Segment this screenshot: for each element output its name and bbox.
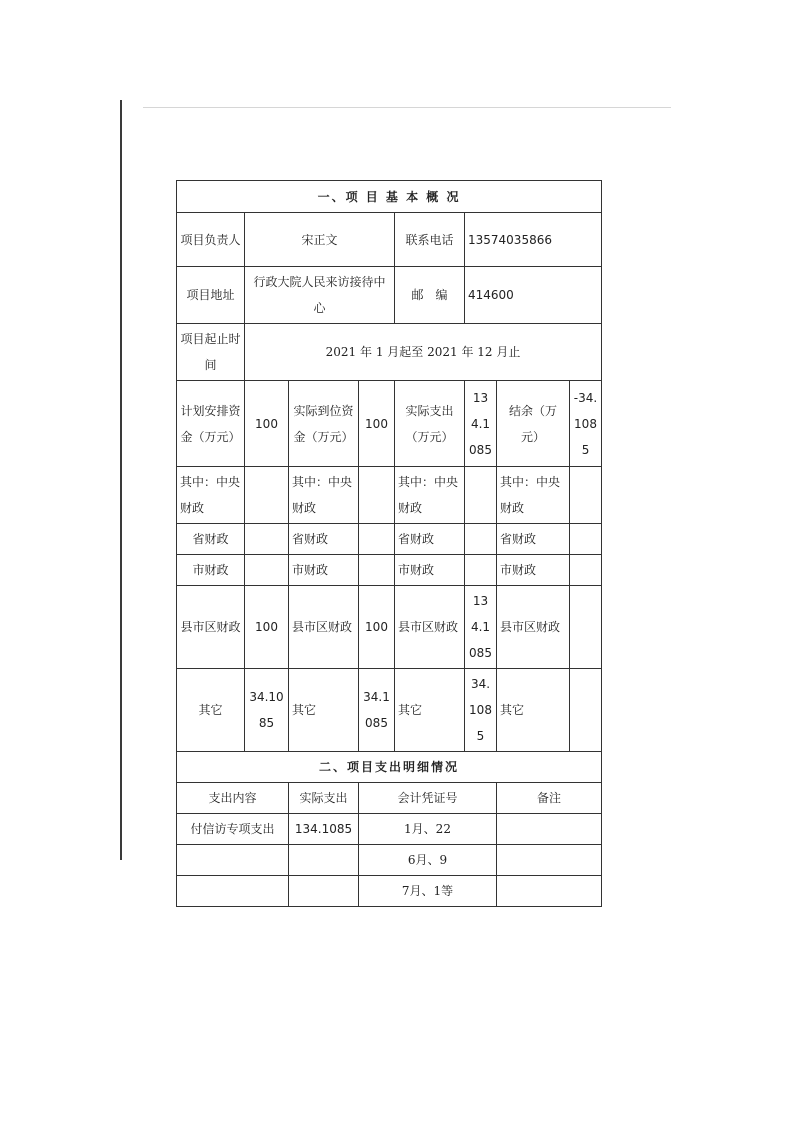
section2-title: 二、项目支出明细情况 xyxy=(177,752,602,783)
leader-label: 项目负责人 xyxy=(177,213,245,267)
fund-row-other-c3: 其它 xyxy=(395,669,465,752)
detail-header-note: 备注 xyxy=(497,783,602,814)
fund-row-city-v1 xyxy=(245,555,289,586)
fund-row-province-v4 xyxy=(570,524,602,555)
phone-value: 13574035866 xyxy=(465,213,602,267)
phone-label: 联系电话 xyxy=(395,213,465,267)
fund-row-city-c2: 市财政 xyxy=(289,555,359,586)
fund-row-province-c4: 省财政 xyxy=(497,524,570,555)
actual-funds-label: 实际到位资金（万元） xyxy=(289,381,359,467)
detail-row-content xyxy=(177,845,289,876)
fund-row-county-c4: 县市区财政 xyxy=(497,586,570,669)
fund-row-other-c4: 其它 xyxy=(497,669,570,752)
detail-row-voucher: 7月、1等 xyxy=(359,876,497,907)
spent-label: 实际支出（万元） xyxy=(395,381,465,467)
fund-row-other-c2: 其它 xyxy=(289,669,359,752)
period-value: 2021 年 1 月起至 2021 年 12 月止 xyxy=(245,324,602,381)
fund-row-central-v2 xyxy=(359,467,395,524)
detail-row-voucher: 1月、22 xyxy=(359,814,497,845)
fund-row-city-c4: 市财政 xyxy=(497,555,570,586)
fund-row-central-c2: 其中：中央财政 xyxy=(289,467,359,524)
fund-row-province-c3: 省财政 xyxy=(395,524,465,555)
fund-row-other-v2: 34.1085 xyxy=(359,669,395,752)
fund-row-county-c2: 县市区财政 xyxy=(289,586,359,669)
fund-row-county-v1: 100 xyxy=(245,586,289,669)
fund-row-province-v1 xyxy=(245,524,289,555)
page-top-rule xyxy=(143,107,671,108)
fund-row-central-v3 xyxy=(465,467,497,524)
fund-row-province-c1: 省财政 xyxy=(177,524,245,555)
address-value: 行政大院人民来访接待中心 xyxy=(245,267,395,324)
fund-row-province-c2: 省财政 xyxy=(289,524,359,555)
detail-header-amount: 实际支出 xyxy=(289,783,359,814)
leader-value: 宋正文 xyxy=(245,213,395,267)
fund-row-central-c3: 其中：中央财政 xyxy=(395,467,465,524)
fund-row-city-v3 xyxy=(465,555,497,586)
fund-row-city-v4 xyxy=(570,555,602,586)
fund-row-central-v4 xyxy=(570,467,602,524)
detail-row-content xyxy=(177,876,289,907)
fund-row-county-c3: 县市区财政 xyxy=(395,586,465,669)
fund-row-county-v4 xyxy=(570,586,602,669)
detail-header-voucher: 会计凭证号 xyxy=(359,783,497,814)
fund-row-other-v4 xyxy=(570,669,602,752)
fund-row-central-c1: 其中：中央财政 xyxy=(177,467,245,524)
detail-header-content: 支出内容 xyxy=(177,783,289,814)
detail-row-amount xyxy=(289,876,359,907)
detail-row-note xyxy=(497,814,602,845)
fund-row-central-v1 xyxy=(245,467,289,524)
detail-row-amount: 134.1085 xyxy=(289,814,359,845)
detail-row-amount xyxy=(289,845,359,876)
section1-title: 一、项 目 基 本 概 况 xyxy=(177,181,602,213)
fund-row-central-c4: 其中：中央财政 xyxy=(497,467,570,524)
actual-funds-value: 100 xyxy=(359,381,395,467)
planned-funds-value: 100 xyxy=(245,381,289,467)
fund-row-city-c3: 市财政 xyxy=(395,555,465,586)
address-label: 项目地址 xyxy=(177,267,245,324)
postcode-value: 414600 xyxy=(465,267,602,324)
balance-label: 结余（万元） xyxy=(497,381,570,467)
fund-row-province-v3 xyxy=(465,524,497,555)
balance-value: -34.1085 xyxy=(570,381,602,467)
project-form-table xyxy=(176,180,602,907)
spent-value: 134.1085 xyxy=(465,381,497,467)
fund-row-other-v3: 34.1085 xyxy=(465,669,497,752)
detail-row-content: 付信访专项支出 xyxy=(177,814,289,845)
fund-row-county-v3: 134.1085 xyxy=(465,586,497,669)
fund-row-city-c1: 市财政 xyxy=(177,555,245,586)
period-label: 项目起止时间 xyxy=(177,324,245,381)
planned-funds-label: 计划安排资金（万元） xyxy=(177,381,245,467)
fund-row-county-v2: 100 xyxy=(359,586,395,669)
fund-row-county-c1: 县市区财政 xyxy=(177,586,245,669)
fund-row-province-v2 xyxy=(359,524,395,555)
detail-row-note xyxy=(497,845,602,876)
detail-row-voucher: 6月、9 xyxy=(359,845,497,876)
fund-row-other-c1: 其它 xyxy=(177,669,245,752)
postcode-label: 邮 编 xyxy=(395,267,465,324)
fund-row-city-v2 xyxy=(359,555,395,586)
fund-row-other-v1: 34.1085 xyxy=(245,669,289,752)
binding-line xyxy=(120,100,122,860)
detail-row-note xyxy=(497,876,602,907)
